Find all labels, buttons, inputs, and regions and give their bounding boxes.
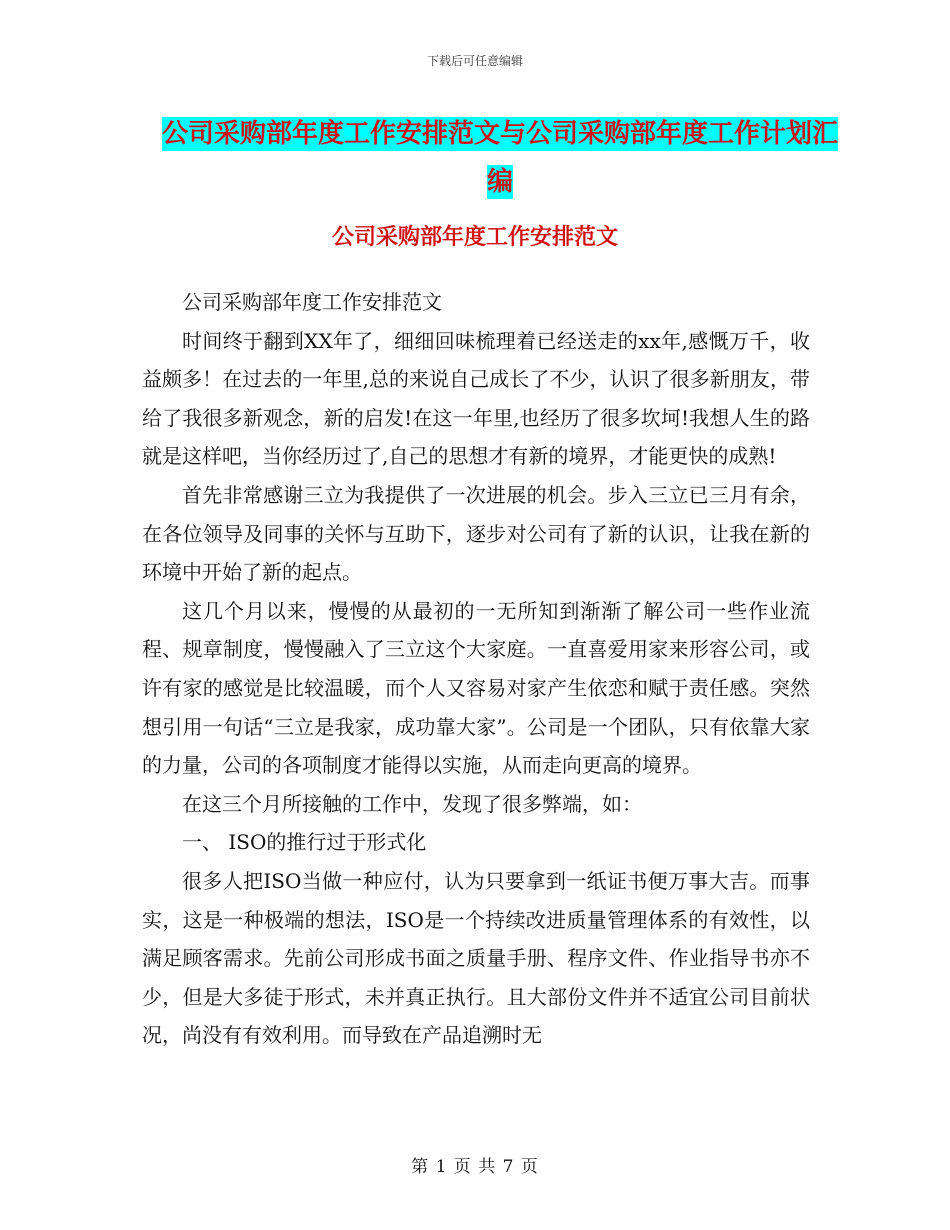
paragraph: 首先非常感谢三立为我提供了一次进展的机会。步入三立已三月有余，在各位领导及同事的关怀与互助下，逐步对公司有了新的认识，让我在新的环境中开始了新的起点。 bbox=[142, 482, 810, 585]
paragraph: 时间终于翻到XX年了，细细回味梳理着已经送走的xx年,感慨万千，收益颇多！在过去的一年里,总的来说自己成长了不少，认识了很多新朋友，带给了我很多新观念，新的启发!在这一年里,也经历了很多坎坷!我想人生的路就是这样吧，当你经历过了,自己的思想才有新的境界，才能更快的成熟! bbox=[142, 328, 810, 469]
document-title bbox=[150, 110, 850, 206]
paragraph: 公司采购部年度工作安排范文 bbox=[182, 290, 442, 314]
paragraph: 很多人把ISO当做一种应付，认为只要拿到一纸证书便万事大吉。而事实，这是一种极端的想法，ISO是一个持续改进质量管理体系的有效性，以满足顾客需求。先前公司形成书面之质量手册、程序文件、作业指导书亦不少，但是大多徒于形式，未并真正执行。且大部份文件并不适宜公司目前状况，尚没有有效利用。而导致在产品追溯时无 bbox=[142, 868, 810, 1048]
section-title: 公司采购部年度工作安排范文 bbox=[331, 225, 618, 250]
paragraph: 一、 ISO的推行过于形式化 bbox=[182, 830, 427, 855]
page-footer: 第 1 页 共 7 页 bbox=[411, 1157, 539, 1177]
paragraph: 这几个月以来，慢慢的从最初的一无所知到渐渐了解公司一些作业流程、规章制度，慢慢融入了三立这个大家庭。一直喜爱用家来形容公司，或许有家的感觉是比较温暖，而个人又容易对家产生依恋和赋于责任感。突然想引用一句话“三立是我家，成功靠大家”。公司是一个团队，只有依靠大家的力量，公司的各项制度才能得以实施，从而走向更高的境界。 bbox=[142, 598, 810, 778]
paragraph: 在这三个月所接触的工作中，发现了很多弊端，如： bbox=[182, 791, 642, 816]
document-body bbox=[142, 283, 810, 1055]
header-note: 下载后可任意编辑 bbox=[426, 54, 523, 68]
document-title-text: 公司采购部年度工作安排范文与公司采购部年度工作计划汇编 bbox=[161, 119, 838, 197]
